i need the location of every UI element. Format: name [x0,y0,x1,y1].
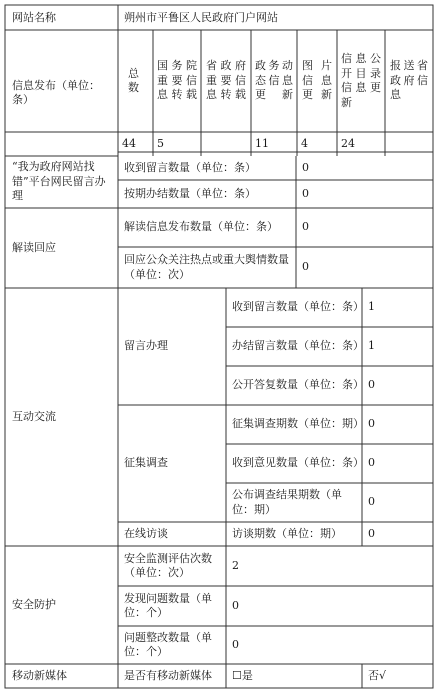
interpret-published-label: 解读信息发布数量（单位：条） [124,220,278,234]
wrong-report-completed-value: 0 [302,186,309,200]
interview-periods-label: 访谈期数（单位：期） [232,526,342,540]
mobile-yes-checkbox: ☐是 [232,668,253,682]
info-publish-label: 信息发布（单位：条） [12,78,100,106]
security-evaluations-value: 2 [232,558,239,572]
survey-label: 征集调查 [124,456,168,470]
interaction-label: 互动交流 [12,409,56,423]
value-image: 4 [301,136,308,150]
interpret-response-label: 回应公众关注热点或重大舆情数量（单位：次） [124,253,289,281]
survey-periods-value: 0 [368,417,375,431]
value-state-council: 5 [157,136,164,150]
security-fixed-value: 0 [232,637,239,651]
col-header-report: 报送省政府信息 [390,59,428,102]
mobile-media-question: 是否有移动新媒体 [124,668,212,682]
col-header-state-council: 国务院重要信息转载 [157,59,197,102]
value-news: 11 [255,136,269,150]
message-completed-label: 办结留言数量（单位：条） [232,339,364,353]
wrong-report-label: “我为政府网站找错”平台网民留言办理 [12,160,106,203]
message-handling-label: 留言办理 [124,339,168,353]
security-issues-label: 发现问题数量（单位：个） [124,591,212,619]
message-received-label: 收到留言数量（单位：条） [232,300,364,314]
security-evaluations-label: 安全监测评估次数（单位：次） [124,551,212,579]
message-replied-label: 公开答复数量（单位：条） [232,378,364,392]
mobile-media-label: 移动新媒体 [12,668,67,682]
mobile-no-option: 否√ [368,668,387,682]
value-province [205,133,249,155]
value-catalog: 24 [341,136,355,150]
message-replied-value: 0 [368,378,375,392]
wrong-report-received-label: 收到留言数量（单位：条） [124,160,256,174]
interview-periods-value: 0 [368,526,375,540]
security-label: 安全防护 [12,597,56,611]
value-report [389,133,431,155]
survey-periods-label: 征集调查期数（单位：期） [232,417,364,431]
message-completed-value: 1 [368,339,375,353]
interpret-published-value: 0 [302,220,309,234]
survey-opinions-value: 0 [368,456,375,470]
security-issues-value: 0 [232,598,239,612]
survey-results-value: 0 [368,495,375,509]
survey-results-label: 公布调查结果期数（单位：期） [232,488,342,516]
col-header-total: 总数 [128,66,139,94]
interpret-response-value: 0 [302,260,309,274]
value-total: 44 [122,136,136,150]
site-name-label: 网站名称 [12,10,56,24]
interpret-label: 解读回应 [12,240,56,254]
site-name-value: 朔州市平鲁区人民政府门户网站 [124,10,278,24]
wrong-report-completed-label: 按期办结数量（单位：条） [124,186,256,200]
message-received-value: 1 [368,300,375,314]
col-header-catalog: 信息公开目录信息更新 [341,52,381,109]
wrong-report-received-value: 0 [302,160,309,174]
security-fixed-label: 问题整改数量（单位：个） [124,630,212,658]
online-interview-label: 在线访谈 [124,526,168,540]
col-header-province: 省政府重要信息转载 [206,59,246,102]
survey-opinions-label: 收到意见数量（单位：条） [232,456,364,470]
col-header-news: 政务动态信息更新 [255,59,293,102]
col-header-image: 图片信息更新 [302,59,332,102]
